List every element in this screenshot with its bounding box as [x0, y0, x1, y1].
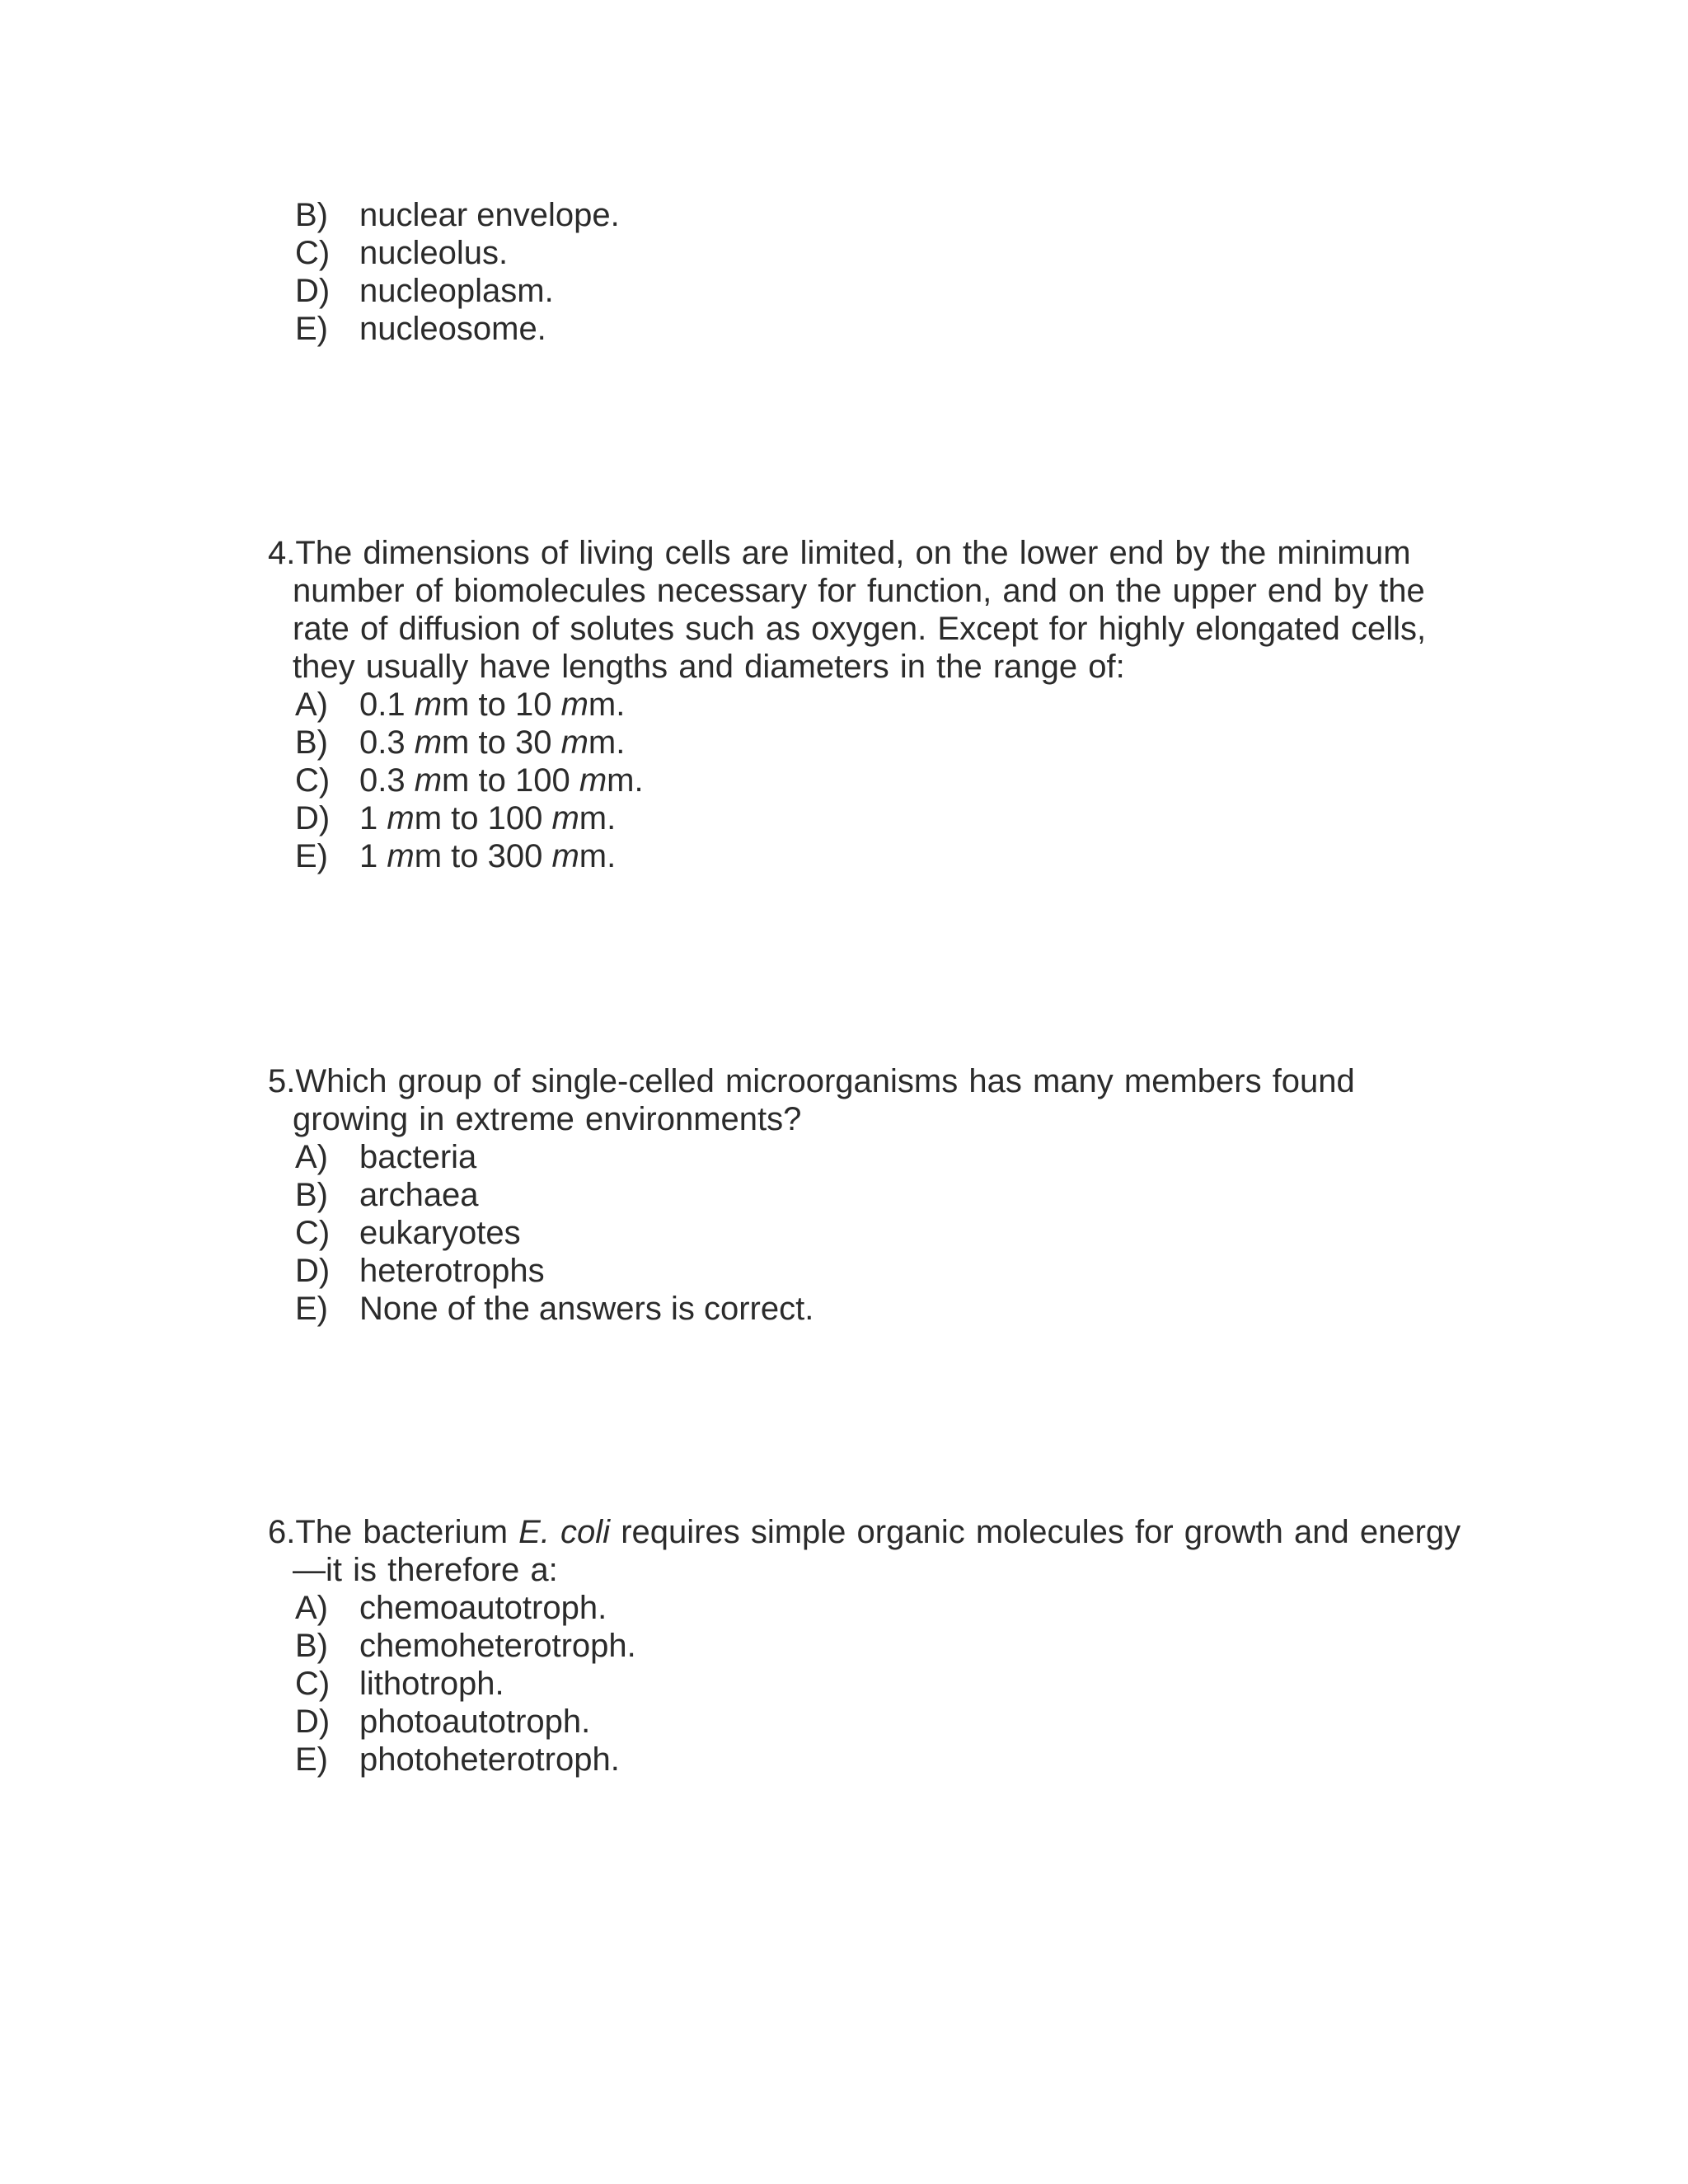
- option-text: None of the answers is correct.: [359, 1291, 814, 1327]
- option-text: chemoheterotroph.: [359, 1628, 636, 1664]
- option-text: 0.1 mm to 10 mm.: [359, 687, 626, 723]
- option-letter: C): [295, 235, 331, 271]
- option-letter: C): [295, 762, 331, 799]
- option-text: 0.3 mm to 30 mm.: [359, 724, 626, 761]
- option-d: [268, 1252, 1471, 1290]
- option-letter: E): [295, 311, 328, 347]
- option-letter: A): [295, 1139, 328, 1175]
- question-number: 5.: [268, 1063, 296, 1099]
- option-letter: A): [295, 1590, 328, 1626]
- option-b: [268, 196, 1471, 234]
- option-letter: B): [295, 1177, 328, 1213]
- organism-name: E. coli: [518, 1514, 611, 1550]
- option-text: nucleolus.: [359, 235, 509, 271]
- option-d: [268, 1703, 1471, 1741]
- option-text: eukaryotes: [359, 1215, 521, 1251]
- question-stem: [268, 1062, 1471, 1138]
- question-3-options: [268, 196, 1471, 348]
- question-4: [268, 534, 1471, 875]
- option-text: heterotrophs: [359, 1253, 545, 1289]
- question-text: Which group of single-celled microorganisms has many members found growing in extreme environments?: [293, 1063, 1355, 1137]
- question-stem: [268, 1513, 1471, 1589]
- question-text: The dimensions of living cells are limited, on the lower end by the minimum number of biomolecules necessary for function, and on the upper end by the rate of diffusion of solutes such as oxygen. Except for highly elongated cells, they usually have lengths and diameters in the range of:: [293, 535, 1427, 685]
- option-letter: D): [295, 800, 331, 837]
- option-text: 0.3 mm to 100 mm.: [359, 762, 644, 799]
- option-letter: B): [295, 724, 328, 761]
- option-text: 1 mm to 100 mm.: [359, 800, 617, 837]
- option-e: [268, 310, 1471, 348]
- option-c: [268, 234, 1471, 272]
- option-e: [268, 1741, 1471, 1779]
- option-letter: C): [295, 1215, 331, 1251]
- option-b: [268, 1176, 1471, 1214]
- option-text: chemoautotroph.: [359, 1590, 607, 1626]
- option-letter: C): [295, 1666, 331, 1702]
- option-a: [268, 1138, 1471, 1176]
- option-letter: A): [295, 687, 328, 723]
- option-text: nuclear envelope.: [359, 197, 620, 233]
- option-e: [268, 837, 1471, 875]
- option-text: photoheterotroph.: [359, 1741, 620, 1778]
- question-number: 6.: [268, 1514, 296, 1550]
- question-stem: [268, 534, 1471, 686]
- option-text: nucleoplasm.: [359, 273, 554, 309]
- option-text: bacteria: [359, 1139, 477, 1175]
- question-5: [268, 1062, 1471, 1328]
- question-number: 4.: [268, 535, 296, 571]
- option-b: [268, 1627, 1471, 1665]
- option-letter: E): [295, 838, 328, 874]
- option-letter: E): [295, 1291, 328, 1327]
- option-text: nucleosome.: [359, 311, 546, 347]
- option-c: [268, 1665, 1471, 1703]
- question-6: [268, 1513, 1471, 1779]
- option-text: photoautotroph.: [359, 1704, 591, 1740]
- option-letter: E): [295, 1741, 328, 1778]
- option-letter: B): [295, 197, 328, 233]
- option-text: lithotroph.: [359, 1666, 504, 1702]
- option-letter: D): [295, 1704, 331, 1740]
- question-text: The bacterium E. coli requires simple organic molecules for growth and energy—it is therefore a:: [293, 1514, 1461, 1588]
- option-c: [268, 762, 1471, 799]
- option-a: [268, 686, 1471, 724]
- option-d: [268, 272, 1471, 310]
- option-letter: B): [295, 1628, 328, 1664]
- option-d: [268, 799, 1471, 837]
- option-b: [268, 724, 1471, 762]
- option-e: [268, 1290, 1471, 1328]
- option-text: 1 mm to 300 mm.: [359, 838, 617, 874]
- option-c: [268, 1214, 1471, 1252]
- option-a: [268, 1589, 1471, 1627]
- option-letter: D): [295, 1253, 331, 1289]
- option-letter: D): [295, 273, 331, 309]
- option-text: archaea: [359, 1177, 479, 1213]
